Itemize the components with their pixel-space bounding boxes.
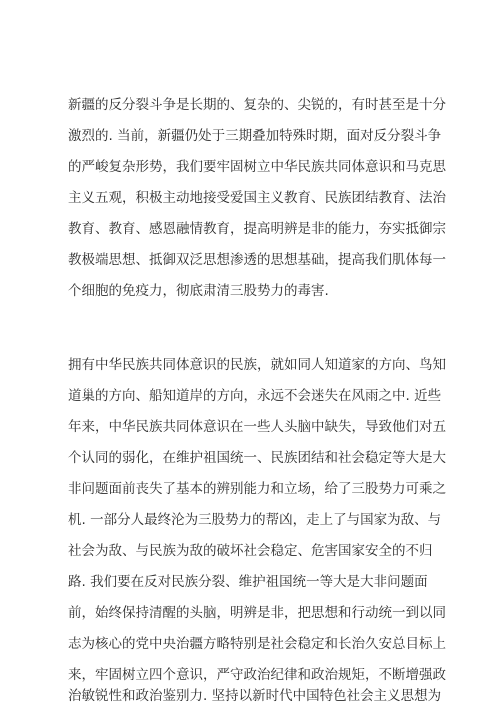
paragraph-2-line-11: 来，牢固树立四个意识，严守政治纪律和政治规矩，不断增强政 — [68, 667, 446, 683]
paragraph-2-line-8: 路. 我们要在反对民族分裂、维护祖国统一等大是大非问题面 — [68, 574, 428, 590]
paragraph-1-line-7: 个细胞的免疫力，彻底肃清三股势力的毒害. — [68, 283, 329, 299]
paragraph-2-line-6: 机. 一部分人最终沦为三股势力的帮凶，走上了与国家为敌、与 — [68, 512, 442, 528]
paragraph-2-line-7: 社会为敌、与民族为敌的破坏社会稳定、危害国家安全的不归 — [68, 543, 433, 559]
paragraph-2-line-9: 前，始终保持清醒的头脑，明辨是非，把思想和行动统一到以同 — [68, 605, 446, 621]
paragraph-1-line-6: 教极端思想、抵御双泛思想渗透的思想基础，提高我们肌体每一 — [68, 252, 446, 268]
paragraph-1-line-3: 的严峻复杂形势，我们要牢固树立中华民族共同体意识和马克思 — [68, 159, 446, 175]
paragraph-2-line-1: 拥有中华民族共同体意识的民族，就如同人知道家的方向、鸟知 — [68, 357, 446, 373]
paragraph-2-line-12: 治敏锐性和政治鉴别力. 坚持以新时代中国特色社会主义思想为 — [68, 688, 442, 704]
paragraph-2-line-5: 非问题面前丧失了基本的辨别能力和立场，给了三股势力可乘之 — [68, 481, 446, 497]
paragraph-2-line-2: 道巢的方向、船知道岸的方向，永远不会迷失在风雨之中. 近些 — [68, 388, 442, 404]
paragraph-1-line-2: 激烈的. 当前，新疆仍处于三期叠加特殊时期，面对反分裂斗争 — [68, 128, 442, 144]
paragraph-1-line-5: 教育、教育、感恩融情教育，提高明辨是非的能力，夯实抵御宗 — [68, 221, 446, 237]
paragraph-1-line-1: 新疆的反分裂斗争是长期的、复杂的、尖锐的，有时甚至是十分 — [68, 97, 446, 113]
paragraph-2-line-4: 个认同的弱化，在维护祖国统一、民族团结和社会稳定等大是大 — [68, 450, 446, 466]
paragraph-2-line-3: 年来，中华民族共同体意识在一些人头脑中缺失，导致他们对五 — [68, 419, 446, 435]
paragraph-1-line-4: 主义五观，积极主动地接受爱国主义教育、民族团结教育、法治 — [68, 190, 446, 206]
paragraph-2-line-10: 志为核心的党中央治疆方略特别是社会稳定和长治久安总目标上 — [68, 636, 446, 652]
